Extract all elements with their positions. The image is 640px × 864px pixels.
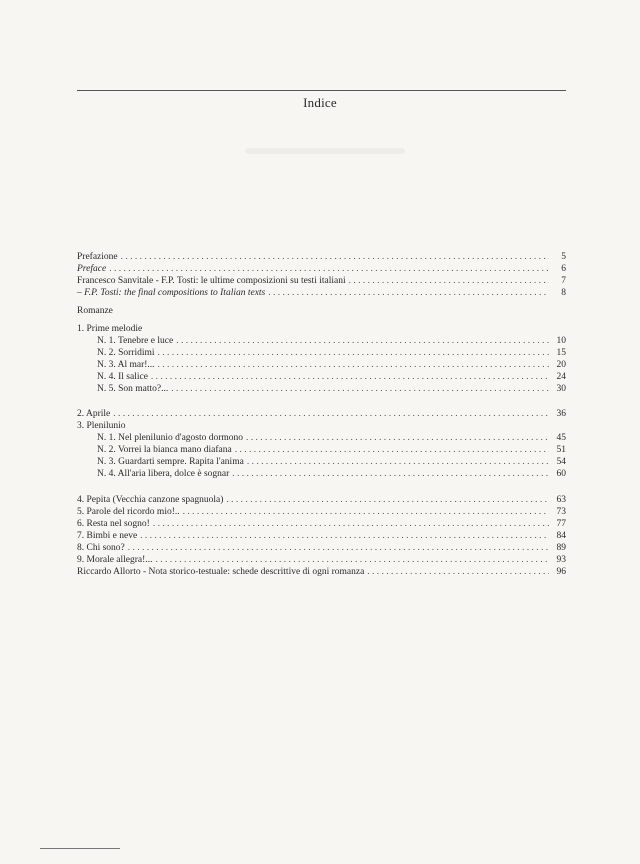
dot-leader (349, 275, 549, 287)
entry-label: 6. Resta nel sogno! (77, 519, 150, 529)
dot-leader (226, 494, 549, 506)
dot-leader (128, 542, 549, 554)
dot-leader (153, 518, 549, 530)
entry-label: Riccardo Allorto - Nota storico-testuale: schede descrittive di ogni romanza (77, 567, 365, 577)
entry-page: 54 (556, 457, 566, 467)
entry-label: N. 4. All'aria libera, dolce è sognar (97, 469, 230, 479)
table-of-contents (77, 251, 566, 578)
group-heading-plenilunio: 3. Plenilunio (77, 421, 126, 431)
prime-melodie-entries (77, 335, 566, 395)
page-title: Indice (303, 95, 337, 110)
dot-leader (155, 554, 549, 566)
entry-page: 15 (556, 348, 566, 358)
toc-entry-nota-storico[interactable] (77, 566, 566, 578)
entry-page: 77 (556, 519, 566, 529)
dot-leader (140, 530, 549, 542)
entry-page: 51 (556, 445, 566, 455)
entry-page: 73 (556, 507, 566, 517)
entry-label: N. 3. Guardarti sempre. Rapita l'anima (97, 457, 244, 467)
entry-page: 36 (556, 409, 566, 419)
dot-leader (246, 432, 549, 444)
entry-label: 8. Chi sono? (77, 543, 125, 553)
entry-page: 20 (556, 360, 566, 370)
toc-entry-aprile[interactable] (77, 408, 566, 420)
dot-leader (367, 566, 549, 578)
entry-page: 6 (561, 264, 566, 274)
entry-page: 8 (561, 288, 566, 298)
toc-entry[interactable] (77, 456, 566, 468)
entry-label: 4. Pepita (Vecchia canzone spagnuola) (77, 495, 224, 505)
plenilunio-entries (77, 432, 566, 480)
entry-page: 24 (556, 372, 566, 382)
intro-entries (77, 251, 566, 299)
entry-page: 5 (561, 252, 566, 262)
entry-page: 84 (556, 531, 566, 541)
entry-label: N. 2. Sorridimi (97, 348, 155, 358)
toc-entry[interactable] (77, 335, 566, 347)
entry-label: Prefazione (77, 252, 118, 262)
toc-entry[interactable] (77, 371, 566, 383)
section-heading: Romanze (77, 306, 113, 316)
entry-page: 96 (556, 567, 566, 577)
dot-leader (158, 347, 549, 359)
entry-label: N. 4. Il salice (97, 372, 148, 382)
entry-label: 9. Morale allegra!... (77, 555, 153, 565)
entry-label: 7. Bimbi e neve (77, 531, 138, 541)
entry-label: – F.P. Tosti: the final compositions to Italian texts (77, 288, 266, 298)
entry-page: 89 (556, 543, 566, 553)
dot-leader (176, 335, 549, 347)
toc-entry[interactable] (77, 468, 566, 480)
entry-label: 5. Parole del ricordo mio!.. (77, 507, 180, 517)
toc-entry[interactable] (77, 444, 566, 456)
entry-page: 30 (556, 384, 566, 394)
toc-entry[interactable] (77, 494, 566, 506)
entry-page: 60 (556, 469, 566, 479)
dot-leader (121, 251, 549, 263)
toc-entry[interactable] (77, 287, 566, 299)
romanze-entries (77, 494, 566, 566)
dot-leader (113, 408, 549, 420)
entry-page: 63 (556, 495, 566, 505)
dot-leader (232, 468, 549, 480)
toc-entry[interactable] (77, 383, 566, 395)
dot-leader (183, 506, 549, 518)
entry-label: 2. Aprile (77, 409, 111, 419)
toc-entry[interactable] (77, 275, 566, 287)
entry-label: N. 5. Son matto?... (97, 384, 169, 394)
entry-label: N. 1. Tenebre e luce (97, 336, 174, 346)
toc-entry[interactable] (77, 530, 566, 542)
entry-label: N. 1. Nel plenilunio d'agosto dormono (97, 433, 244, 443)
dot-leader (158, 359, 549, 371)
entry-label: N. 2. Vorrei la bianca mano diafana (97, 445, 232, 455)
entry-page: 93 (556, 555, 566, 565)
group-heading-prime-melodie: 1. Prime melodie (77, 324, 143, 334)
toc-entry[interactable] (77, 518, 566, 530)
toc-entry[interactable] (77, 263, 566, 275)
dot-leader (109, 263, 549, 275)
entry-page: 45 (556, 433, 566, 443)
bottom-rule (40, 848, 120, 849)
dot-leader (235, 444, 549, 456)
toc-entry[interactable] (77, 347, 566, 359)
toc-entry[interactable] (77, 251, 566, 263)
toc-entry[interactable] (77, 359, 566, 371)
top-rule (77, 90, 566, 91)
dot-leader (151, 371, 549, 383)
dot-leader (247, 456, 549, 468)
entry-label: N. 3. Al mar!... (97, 360, 155, 370)
print-smudge (245, 148, 405, 154)
toc-entry[interactable] (77, 506, 566, 518)
toc-entry[interactable] (77, 432, 566, 444)
toc-entry[interactable] (77, 542, 566, 554)
toc-entry[interactable] (77, 554, 566, 566)
dot-leader (268, 287, 549, 299)
entry-label: Preface (77, 264, 107, 274)
entry-page: 10 (556, 336, 566, 346)
entry-page: 7 (561, 276, 566, 286)
entry-label: Francesco Sanvitale - F.P. Tosti: le ultime composizioni su testi italiani (77, 276, 346, 286)
dot-leader (171, 383, 549, 395)
